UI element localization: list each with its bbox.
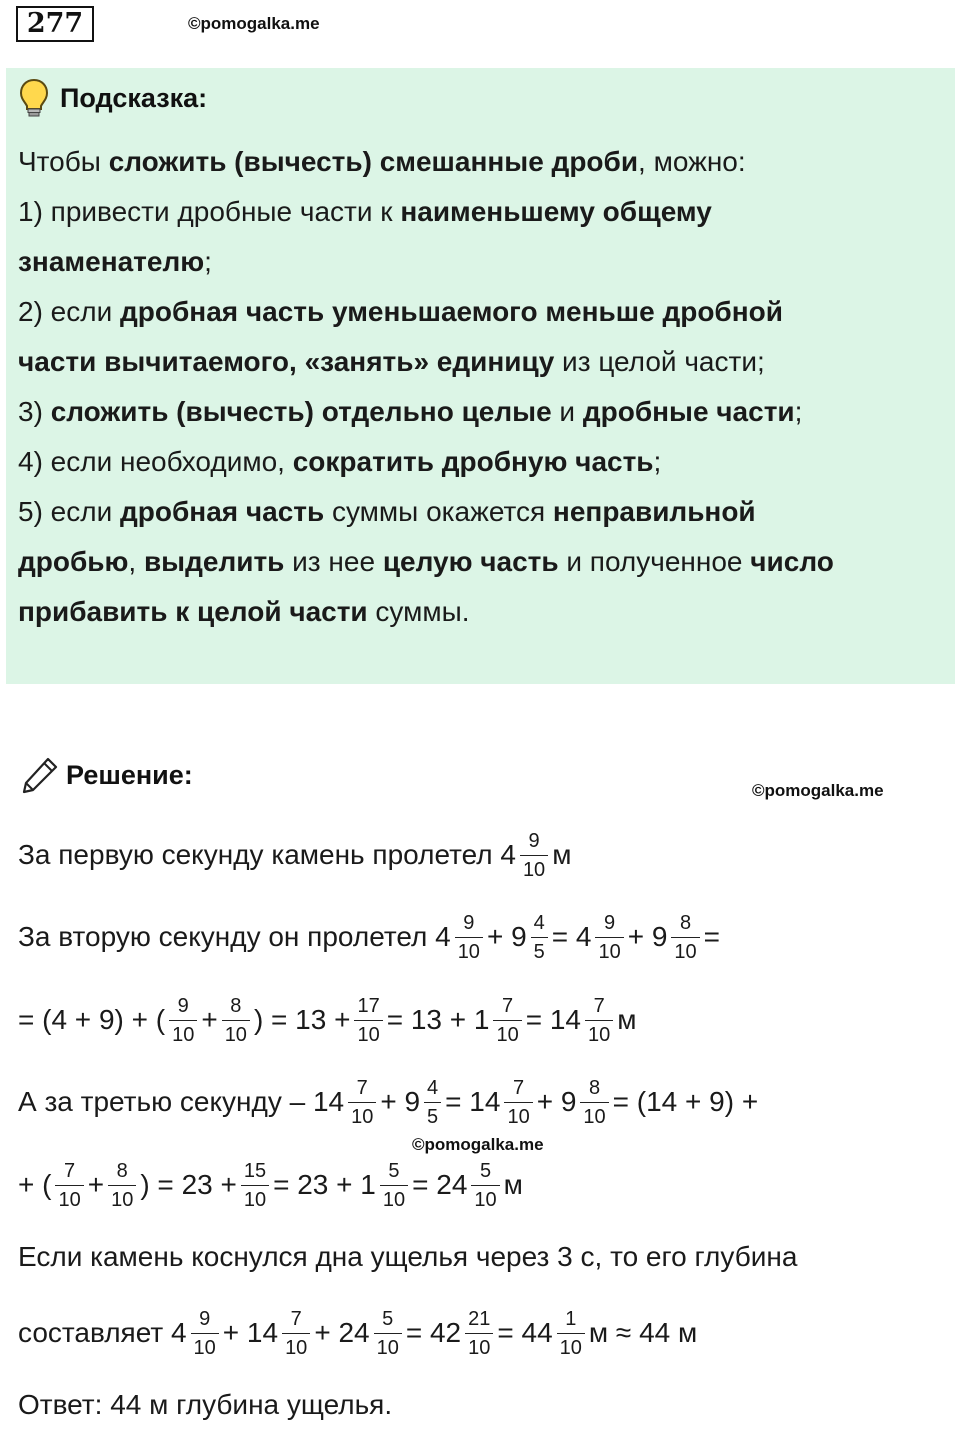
fraction (493, 996, 521, 1045)
denominator: 10 (585, 1020, 613, 1045)
fraction (580, 1078, 608, 1127)
numerator: 1 (565, 1307, 577, 1330)
numerator: 7 (64, 1159, 76, 1182)
solution-text: = 14 (445, 1086, 501, 1117)
hint-text: ; (653, 446, 662, 477)
denominator: 10 (55, 1185, 83, 1210)
numerator: 9 (199, 1307, 211, 1330)
lightbulb-icon (18, 78, 50, 118)
hint-line (18, 237, 943, 287)
hint-text: и (551, 396, 583, 427)
denominator: 5 (424, 1102, 441, 1127)
solution-text: = 14 (525, 1004, 581, 1035)
watermark-middle: ©pomogalka.me (752, 781, 884, 800)
numerator: 21 (468, 1307, 491, 1330)
hint-lines (18, 137, 943, 637)
solution-text: = 42 (405, 1317, 462, 1348)
hint-bold-text: выделить (143, 546, 285, 577)
hint-text: ; (204, 246, 212, 277)
hint-line (18, 287, 943, 337)
numerator: 7 (290, 1307, 302, 1330)
fraction (108, 1161, 136, 1210)
numerator: 5 (388, 1159, 400, 1182)
fraction (585, 996, 613, 1045)
numerator: 8 (679, 911, 692, 934)
hint-line (18, 487, 943, 537)
denominator: 10 (222, 1020, 250, 1045)
denominator: 10 (108, 1185, 136, 1210)
denominator: 10 (580, 1102, 608, 1127)
solution-line (18, 1303, 697, 1363)
hint-bold-text: число (750, 546, 834, 577)
hint-text: и полученное (558, 546, 751, 577)
hint-text: 1) привести дробные части к (18, 196, 401, 227)
solution-text: ) = 13 + (253, 1004, 351, 1035)
solution-text: м (617, 1004, 637, 1035)
numerator: 7 (513, 1076, 525, 1099)
hint-line (18, 187, 943, 237)
solution-text: м ≈ 44 м (588, 1317, 698, 1348)
denominator: 10 (169, 1020, 197, 1045)
fraction (520, 831, 548, 880)
hint-bold-text: дробная часть (120, 496, 325, 527)
fraction (595, 913, 623, 962)
hint-text: 5) если (18, 496, 121, 527)
fraction (354, 996, 382, 1045)
denominator: 10 (348, 1102, 376, 1127)
numerator: 7 (356, 1076, 368, 1099)
numerator: 8 (116, 1159, 128, 1182)
fraction (241, 1161, 269, 1210)
hint-text: из нее (284, 546, 383, 577)
numerator: 9 (463, 911, 475, 934)
hint-bold-text: неправильной (552, 496, 756, 527)
fraction (671, 913, 699, 962)
numerator: 9 (604, 911, 616, 934)
solution-text: = (703, 921, 721, 952)
solution-text: = 24 (412, 1169, 468, 1200)
denominator: 10 (504, 1102, 532, 1127)
hint-text: Чтобы (18, 146, 109, 177)
hint-line (18, 537, 943, 587)
fraction (424, 1078, 441, 1127)
solution-text: = (14 + 9) + (612, 1086, 759, 1117)
watermark-inline: ©pomogalka.me (412, 1135, 544, 1154)
solution-text: м (552, 839, 572, 870)
watermark-top: ©pomogalka.me (188, 14, 320, 33)
solution-text: + ( (18, 1169, 52, 1200)
denominator: 5 (531, 937, 548, 962)
solution-text: + 24 (314, 1317, 370, 1348)
numerator: 15 (243, 1159, 267, 1182)
fraction (169, 996, 197, 1045)
numerator: 4 (533, 911, 545, 934)
denominator: 10 (455, 937, 483, 962)
hint-text: 4) если необходимо, (18, 446, 293, 477)
solution-title (20, 755, 193, 795)
hint-line (18, 137, 943, 187)
solution-text: А за третью секунду – 14 (18, 1086, 345, 1117)
hint-text: , (128, 546, 144, 577)
hint-text: из целой части; (554, 346, 765, 377)
solution-text: ) = 23 + (140, 1169, 237, 1200)
solution-text: + (201, 1004, 218, 1035)
hint-text: 2) если (18, 296, 121, 327)
solution-text: + 9 (486, 921, 527, 952)
solution-text: Если камень коснулся дна ущелья через 3 с, то его глубина (18, 1241, 798, 1272)
fraction (455, 913, 483, 962)
hint-line (18, 337, 943, 387)
denominator: 10 (520, 855, 548, 880)
solution-text: = 13 + 1 (386, 1004, 490, 1035)
solution-text: + 9 (380, 1086, 421, 1117)
hint-bold-text: знаменателю (18, 246, 205, 277)
denominator: 10 (493, 1020, 521, 1045)
solution-line (18, 907, 720, 967)
fraction (282, 1309, 310, 1358)
denominator: 10 (354, 1020, 382, 1045)
hint-bold-text: сложить (вычесть) смешанные дроби (108, 146, 639, 177)
hint-text: 3) (18, 396, 51, 427)
fraction (504, 1078, 532, 1127)
hint-bold-text: сократить дробную часть (292, 446, 654, 477)
fraction (55, 1161, 83, 1210)
hint-bold-text: целую часть (382, 546, 559, 577)
denominator: 10 (465, 1333, 493, 1358)
numerator: 9 (177, 994, 189, 1017)
fraction (191, 1309, 219, 1358)
solution-text: + 14 (222, 1317, 279, 1348)
hint-bold-text: наименьшему общему (400, 196, 712, 227)
numerator: 7 (593, 994, 605, 1017)
numerator: 8 (230, 994, 242, 1017)
numerator: 5 (382, 1307, 394, 1330)
hint-bold-text: части вычитаемого, «занять» единицу (18, 346, 555, 377)
denominator: 10 (595, 937, 623, 962)
solution-text: = 4 (551, 921, 592, 952)
solution-text: + 9 (536, 1086, 577, 1117)
solution-text: Ответ: 44 м глубина ущелья. (18, 1389, 393, 1420)
numerator: 8 (588, 1076, 601, 1099)
numerator: 9 (528, 829, 540, 852)
hint-line (18, 587, 943, 637)
hint-line (18, 387, 943, 437)
solution-line (18, 1375, 392, 1435)
numerator: 4 (427, 1076, 439, 1099)
solution-text: м (503, 1169, 523, 1200)
fraction (531, 913, 548, 962)
numerator: 5 (479, 1159, 492, 1182)
fraction (380, 1161, 408, 1210)
solution-text: + 9 (627, 921, 668, 952)
solution-line (18, 825, 571, 885)
hint-title (18, 78, 207, 118)
denominator: 10 (191, 1333, 219, 1358)
solution-title-label: Решение: (66, 759, 193, 790)
hint-text: , можно: (638, 146, 746, 177)
solution-line (18, 1155, 523, 1215)
numerator: 7 (502, 994, 514, 1017)
hint-title-label: Подсказка: (60, 82, 208, 113)
fraction (374, 1309, 402, 1358)
solution-text: За вторую секунду он пролетел 4 (18, 921, 451, 952)
fraction (348, 1078, 376, 1127)
solution-line (18, 1072, 758, 1132)
hint-bold-text: дробью (18, 546, 129, 577)
numerator: 17 (357, 994, 380, 1017)
solution-text: + (87, 1169, 105, 1200)
fraction (222, 996, 250, 1045)
hint-bold-text: дробные части (582, 396, 795, 427)
pencil-icon (20, 755, 60, 795)
solution-text: составляет 4 (18, 1317, 187, 1348)
denominator: 10 (557, 1333, 585, 1358)
hint-text: суммы окажется (324, 496, 553, 527)
denominator: 10 (671, 937, 699, 962)
hint-bold-text: дробная часть уменьшаемого меньше дробной (120, 296, 783, 327)
denominator: 10 (241, 1185, 269, 1210)
task-number: 277 (16, 6, 94, 42)
solution-line (18, 1227, 797, 1287)
hint-text: ; (794, 396, 803, 427)
hint-line (18, 437, 943, 487)
fraction (557, 1309, 585, 1358)
fraction (471, 1161, 499, 1210)
solution-text: За первую секунду камень пролетел 4 (18, 839, 516, 870)
denominator: 10 (380, 1185, 408, 1210)
hint-bold-text: прибавить к целой части (18, 596, 368, 627)
denominator: 10 (374, 1333, 402, 1358)
fraction (465, 1309, 493, 1358)
hint-text: суммы. (367, 596, 470, 627)
solution-text: = 23 + 1 (273, 1169, 376, 1200)
solution-text: = 44 (497, 1317, 553, 1348)
solution-text: = (4 + 9) + ( (18, 1004, 166, 1035)
hint-bold-text: сложить (вычесть) отдельно целые (50, 396, 552, 427)
denominator: 10 (471, 1185, 499, 1210)
denominator: 10 (282, 1333, 310, 1358)
solution-line (18, 990, 637, 1050)
